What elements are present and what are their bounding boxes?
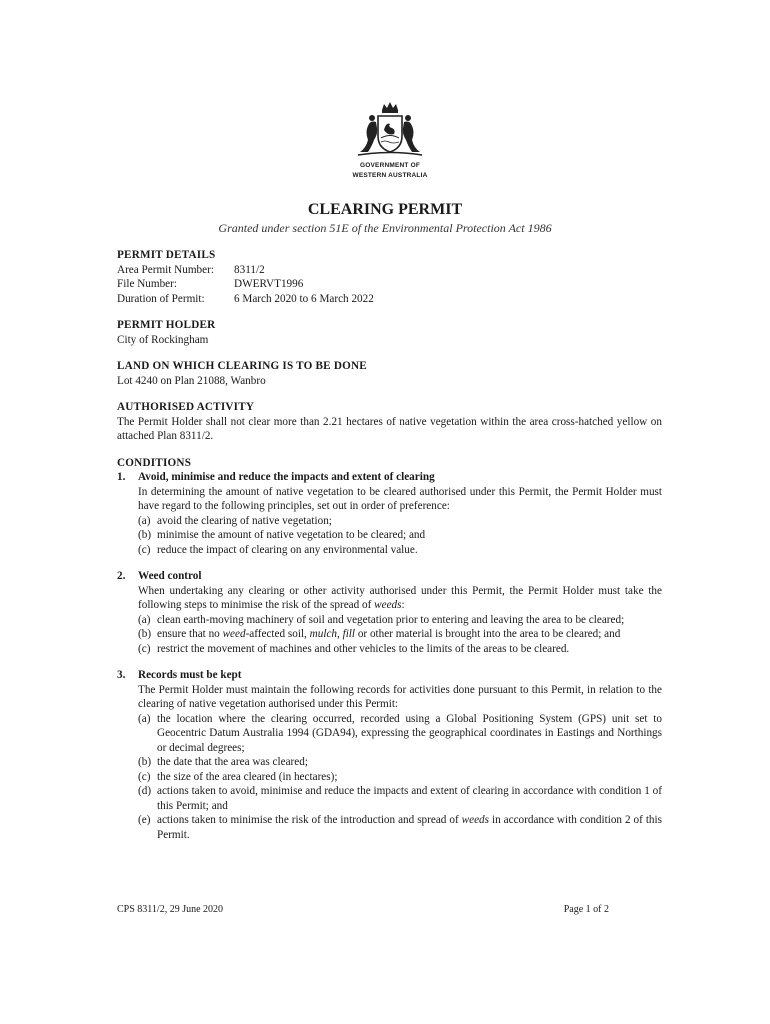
list-item bbox=[138, 528, 662, 543]
coat-of-arms-icon bbox=[348, 100, 432, 160]
permit-holder-heading: PERMIT HOLDER bbox=[117, 319, 216, 331]
list-text: reduce the impact of clearing on any environmental value. bbox=[157, 543, 418, 556]
list-text: restrict the movement of machines and other vehicles to the limits of the areas to be cleared. bbox=[157, 642, 570, 655]
list-item bbox=[138, 784, 662, 813]
page-title: CLEARING PERMIT bbox=[307, 201, 463, 218]
list-item bbox=[138, 627, 662, 642]
list-text: the date that the area was cleared; bbox=[157, 756, 308, 768]
list-item bbox=[138, 543, 662, 558]
condition-3 bbox=[117, 668, 662, 842]
crest-caption-line1: GOVERNMENT OF bbox=[359, 162, 421, 169]
condition-title: Records must be kept bbox=[138, 669, 242, 681]
detail-value: 6 March 2020 to 6 March 2022 bbox=[234, 292, 374, 305]
condition-number: 1. bbox=[117, 471, 126, 483]
list-item bbox=[138, 613, 662, 628]
list-item bbox=[138, 642, 662, 657]
authorised-activity-section bbox=[117, 400, 662, 444]
list-marker: (a) bbox=[138, 514, 151, 527]
detail-row bbox=[117, 263, 662, 278]
condition-intro: In determining the amount of native vegetation to be cleared authorised under this Permit, the Permit Holder must have regard to the following principles, set out in order of preference: bbox=[138, 485, 662, 512]
list-marker: (b) bbox=[138, 756, 152, 768]
footer-reference: CPS 8311/2, 29 June 2020 bbox=[117, 904, 224, 915]
authorised-activity-heading: AUTHORISED ACTIVITY bbox=[117, 401, 255, 413]
list-item bbox=[138, 514, 662, 529]
defined-term: mulch bbox=[309, 628, 337, 640]
condition-intro: When undertaking any clearing or other activity authorised under this Permit, the Permit Holder must take the following steps to minimise the risk of the spread of weeds: bbox=[138, 584, 662, 611]
list-text: actions taken to avoid, minimise and reduce the impacts and extent of clearing in accordance with condition 1 of this Permit; and bbox=[157, 785, 662, 812]
list-text: minimise the amount of native vegetation to be cleared; and bbox=[157, 529, 426, 541]
list-item bbox=[138, 813, 662, 842]
detail-label: Duration of Permit: bbox=[117, 292, 205, 305]
detail-value: 8311/2 bbox=[234, 263, 265, 276]
list-marker: (c) bbox=[138, 543, 151, 556]
land-heading: LAND ON WHICH CLEARING IS TO BE DONE bbox=[117, 360, 367, 372]
list-marker: (c) bbox=[138, 770, 151, 783]
detail-label: Area Permit Number: bbox=[117, 263, 214, 276]
defined-term: weeds bbox=[461, 814, 489, 826]
condition-number: 2. bbox=[117, 570, 126, 582]
list-item bbox=[138, 770, 662, 785]
condition-title: Avoid, minimise and reduce the impacts and extent of clearing bbox=[138, 471, 435, 483]
page-number: Page 1 of 2 bbox=[563, 904, 609, 915]
condition-1 bbox=[117, 470, 662, 557]
condition-title: Weed control bbox=[138, 570, 202, 582]
defined-term: weeds bbox=[374, 599, 402, 611]
list-marker: (d) bbox=[138, 785, 152, 797]
condition-intro: The Permit Holder must maintain the following records for activities done pursuant to this Permit, in relation to the clearing of native vegetation authorised under this Permit: bbox=[138, 683, 662, 710]
condition-number: 3. bbox=[117, 669, 126, 681]
detail-row bbox=[117, 277, 662, 292]
list-marker: (c) bbox=[138, 642, 151, 655]
list-text: actions taken to minimise the risk of the introduction and spread of weeds in accordance with condition 2 of this Permit. bbox=[157, 814, 662, 841]
permit-holder-value: City of Rockingham bbox=[117, 333, 209, 346]
land-value: Lot 4240 on Plan 21088, Wanbro bbox=[117, 374, 266, 387]
permit-details-section bbox=[117, 248, 662, 306]
condition-2 bbox=[117, 569, 662, 656]
land-section bbox=[117, 359, 662, 388]
detail-row bbox=[117, 292, 662, 307]
list-item bbox=[138, 755, 662, 770]
list-marker: (a) bbox=[138, 613, 151, 626]
list-text: avoid the clearing of native vegetation; bbox=[157, 514, 332, 527]
defined-term: weed bbox=[222, 628, 246, 640]
list-marker: (a) bbox=[138, 712, 151, 725]
list-marker: (b) bbox=[138, 529, 152, 541]
defined-term: fill bbox=[342, 628, 356, 640]
authorised-activity-text: The Permit Holder shall not clear more than 2.21 hectares of native vegetation within the area cross-hatched yellow on attached Plan 8311/2. bbox=[117, 415, 662, 442]
page-footer bbox=[117, 904, 609, 915]
list-marker: (b) bbox=[138, 628, 152, 640]
government-crest bbox=[340, 100, 440, 180]
conditions-heading: CONDITIONS bbox=[117, 456, 192, 469]
detail-value: DWERVT1996 bbox=[234, 278, 304, 290]
list-text: ensure that no weed-affected soil, mulch, fill or other material is brought into the area to be cleared; and bbox=[157, 628, 621, 640]
crest-caption-line2: WESTERN AUSTRALIA bbox=[352, 172, 428, 179]
list-text: the size of the area cleared (in hectares); bbox=[157, 770, 338, 783]
page-subtitle: Granted under section 51E of the Environmental Protection Act 1986 bbox=[218, 221, 552, 235]
permit-details-heading: PERMIT DETAILS bbox=[117, 249, 216, 261]
detail-label: File Number: bbox=[117, 278, 177, 290]
list-item bbox=[138, 712, 662, 756]
list-text: the location where the clearing occurred, recorded using a Global Positioning System (GPS) unit set to Geocentric Datum Australia 1994 (GDA94), expressing the geographical coordinates in Eastings and Northings or decimal degrees; bbox=[157, 712, 662, 754]
conditions-section bbox=[117, 456, 662, 843]
document-body bbox=[117, 248, 662, 842]
list-marker: (e) bbox=[138, 814, 151, 826]
permit-holder-section bbox=[117, 318, 662, 347]
list-text: clean earth-moving machinery of soil and vegetation prior to entering and leaving the area to be cleared; bbox=[157, 613, 625, 626]
